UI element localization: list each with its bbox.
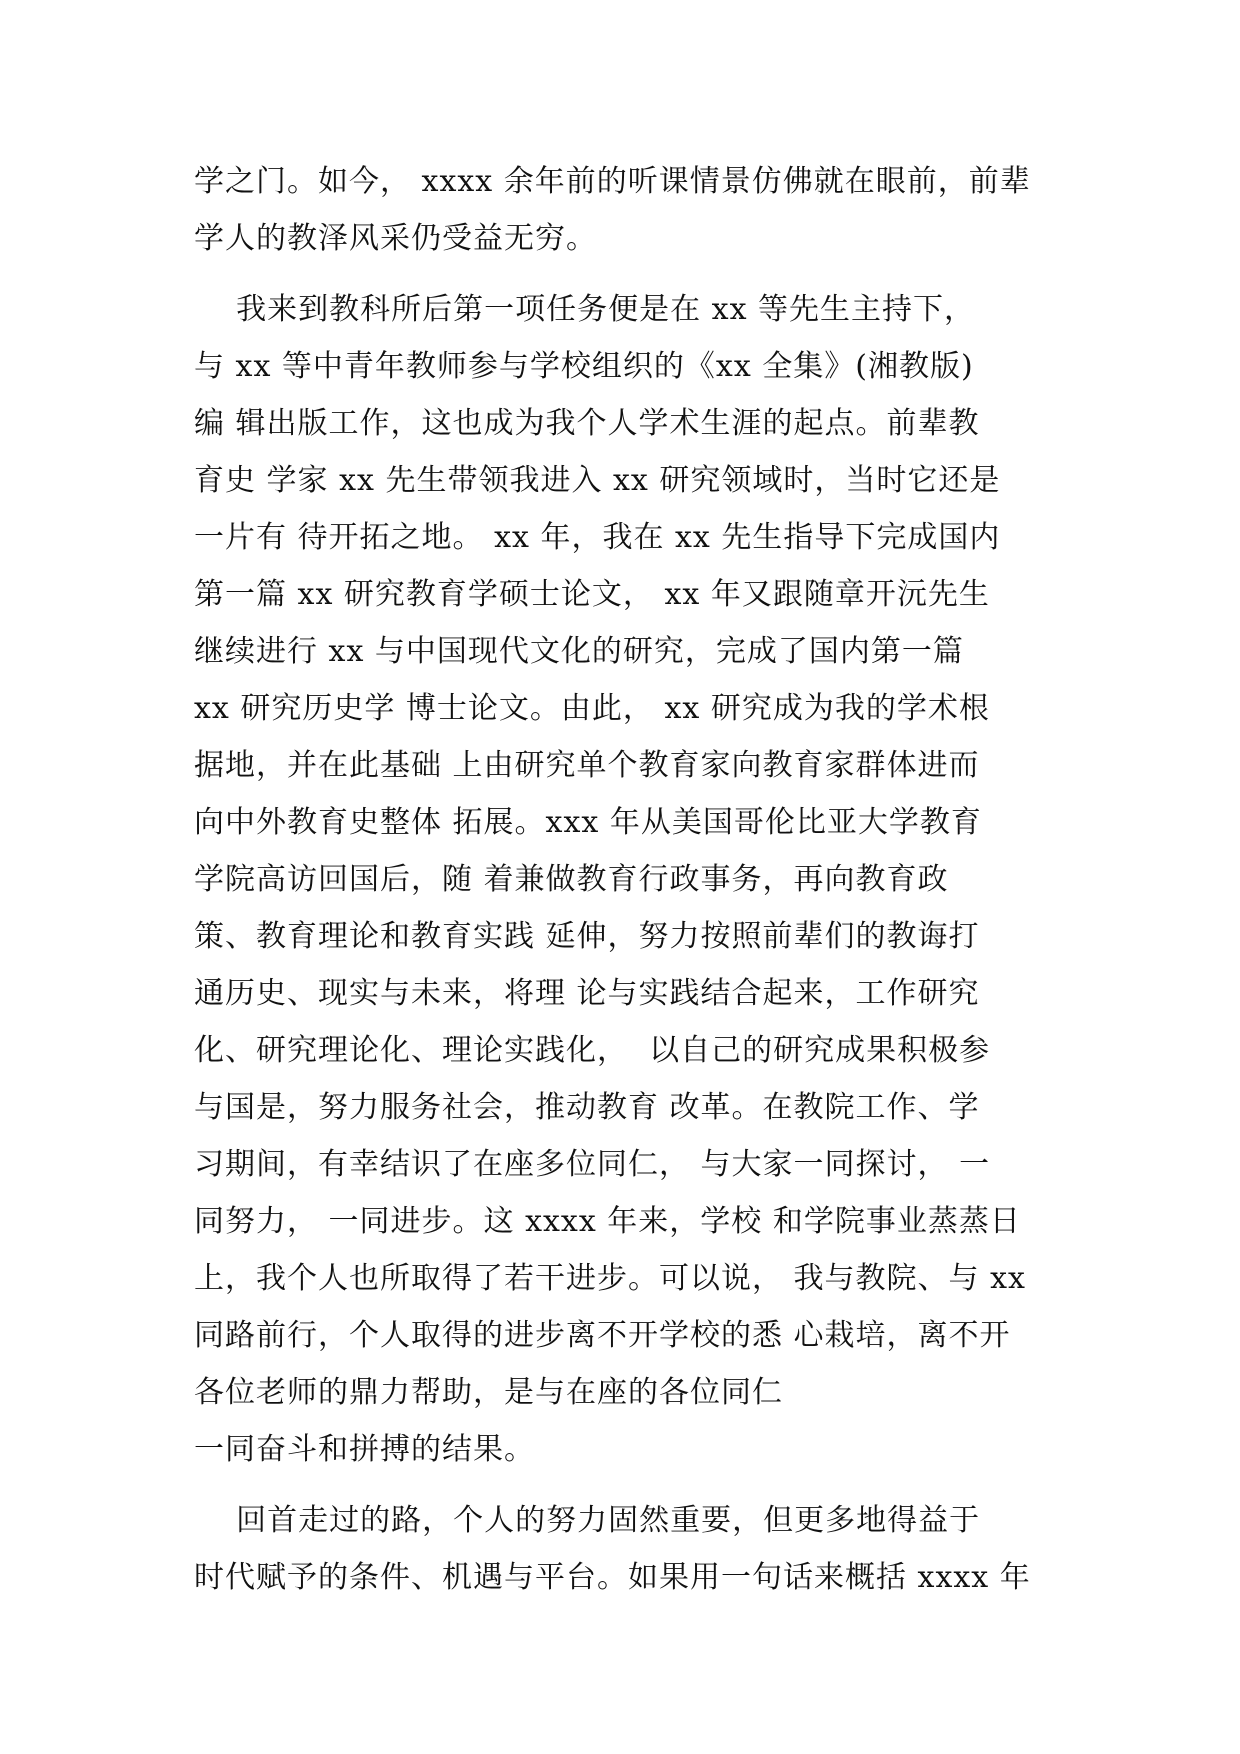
text-line: 一片有 待开拓之地。 xx 年，我在 xx 先生指导下完成国内 (194, 520, 1001, 555)
text-line: 习期间，有幸结识了在座多位同仁， 与大家一同探讨， 一 (194, 1147, 991, 1182)
text-line: 同努力， 一同进步。这 xxxx 年来，学校 和学院事业蒸蒸日 (194, 1204, 1021, 1239)
text-line: 学之门。如今， xxxx 余年前的听课情景仿佛就在眼前，前辈 (194, 164, 1031, 199)
text-line: 向中外教育史整体 拓展。xxx 年从美国哥伦比亚大学教育 (194, 805, 982, 840)
paragraph-start-line: 我来到教科所后第一项任务便是在 xx 等先生主持下， (194, 292, 976, 327)
text-line: 与 xx 等中青年教师参与学校组织的《xx 全集》(湘教版) (194, 349, 974, 384)
text-line: 第一篇 xx 研究教育学硕士论文， xx 年又跟随章开沅先生 (194, 577, 990, 612)
text-line: 各位老师的鼎力帮助，是与在座的各位同仁 (194, 1375, 783, 1410)
text-line: 同路前行，个人取得的进步离不开学校的悉 心栽培，离不开 (194, 1318, 1011, 1353)
text-line: 育史 学家 xx 先生带领我进入 xx 研究领域时，当时它还是 (194, 463, 1001, 498)
text-line: 通历史、现实与未来，将理 论与实践结合起来，工作研究 (194, 976, 980, 1011)
body-text (194, 153, 1054, 1606)
text-line: 编 辑出版工作，这也成为我个人学术生涯的起点。前辈教 (194, 406, 980, 441)
paragraph-start-line: 回首走过的路，个人的努力固然重要，但更多地得益于 (194, 1503, 981, 1538)
text-line: 据地，并在此基础 上由研究单个教育家向教育家群体进而 (194, 748, 980, 783)
text-line: 上，我个人也所取得了若干进步。可以说， 我与教院、与 xx (194, 1261, 1026, 1296)
text-line: 学人的教泽风采仍受益无穷。 (194, 221, 597, 256)
text-line: 一同奋斗和拼搏的结果。 (194, 1432, 535, 1467)
text-line: 继续进行 xx 与中国现代文化的研究，完成了国内第一篇 (194, 634, 964, 669)
text-line: 策、教育理论和教育实践 延伸，努力按照前辈们的教诲打 (194, 919, 980, 954)
text-line: 与国是，努力服务社会，推动教育 改革。在教院工作、学 (194, 1090, 980, 1125)
text-line: xx 研究历史学 博士论文。由此， xx 研究成为我的学术根 (194, 691, 990, 726)
text-line: 化、研究理论化、理论实践化， 以自己的研究成果积极参 (194, 1033, 991, 1068)
text-line: 时代赋予的条件、机遇与平台。如果用一句话来概括 xxxx 年 (194, 1560, 1031, 1595)
text-line: 学院高访回国后，随 着兼做教育行政事务，再向教育政 (194, 862, 949, 897)
